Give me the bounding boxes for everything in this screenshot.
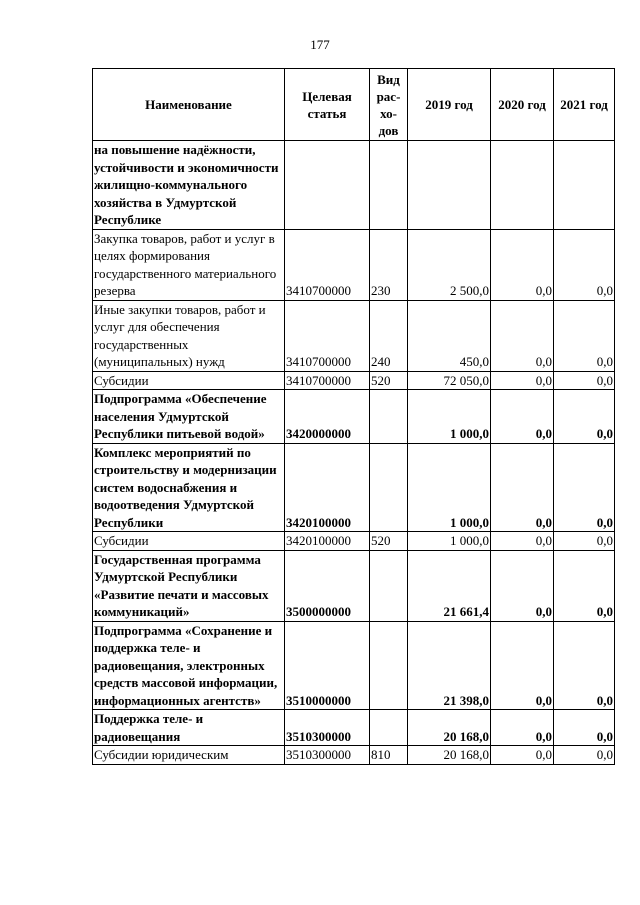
cell-2021: 0,0 (554, 371, 615, 390)
cell-2021: 0,0 (554, 443, 615, 532)
header-target-line2: статья (307, 105, 347, 121)
cell-name: Иные закупки товаров, работ и услуг для обеспечения государственных (муниципальных) нужд (93, 300, 285, 371)
cell-2021: 0,0 (554, 229, 615, 300)
cell-expense-kind: 520 (370, 371, 408, 390)
cell-2021 (554, 141, 615, 230)
cell-expense-kind (370, 621, 408, 710)
cell-target-article: 3420000000 (285, 390, 370, 444)
cell-2020: 0,0 (491, 710, 554, 746)
cell-name: Субсидии (93, 371, 285, 390)
cell-expense-kind: 230 (370, 229, 408, 300)
cell-2020: 0,0 (491, 550, 554, 621)
cell-target-article: 3420100000 (285, 532, 370, 551)
cell-expense-kind (370, 550, 408, 621)
cell-2020 (491, 141, 554, 230)
cell-2019: 21 398,0 (408, 621, 491, 710)
header-2021: 2021 год (554, 69, 615, 141)
cell-2021: 0,0 (554, 550, 615, 621)
table-body (93, 141, 615, 765)
cell-2020: 0,0 (491, 746, 554, 765)
cell-2019: 1 000,0 (408, 390, 491, 444)
cell-2019: 20 168,0 (408, 710, 491, 746)
cell-expense-kind (370, 710, 408, 746)
budget-table (92, 68, 615, 765)
table-row (93, 621, 615, 710)
cell-2021: 0,0 (554, 532, 615, 551)
table-row (93, 710, 615, 746)
page-number: 177 (310, 37, 330, 52)
cell-name: Субсидии (93, 532, 285, 551)
cell-2020: 0,0 (491, 532, 554, 551)
cell-2019: 2 500,0 (408, 229, 491, 300)
cell-2019 (408, 141, 491, 230)
header-name: Наименование (93, 69, 285, 141)
table-row (93, 229, 615, 300)
header-kind-line: дов (378, 122, 399, 138)
cell-2019: 1 000,0 (408, 443, 491, 532)
header-2019: 2019 год (408, 69, 491, 141)
cell-target-article (285, 141, 370, 230)
header-kind-line: хо- (380, 105, 397, 121)
table-row (93, 141, 615, 230)
cell-target-article: 3410700000 (285, 300, 370, 371)
cell-name: Поддержка теле- и радиовещания (93, 710, 285, 746)
header-2020: 2020 год (491, 69, 554, 141)
cell-2021: 0,0 (554, 746, 615, 765)
cell-name: Закупка товаров, работ и услуг в целях формирования государственного материального резерва (93, 229, 285, 300)
cell-2019: 450,0 (408, 300, 491, 371)
header-kind-line: Вид (377, 71, 400, 87)
cell-expense-kind: 520 (370, 532, 408, 551)
table-row (93, 300, 615, 371)
cell-2020: 0,0 (491, 390, 554, 444)
cell-expense-kind: 240 (370, 300, 408, 371)
cell-name: Подпрограмма «Обеспечение населения Удмуртской Республики питьевой водой» (93, 390, 285, 444)
table-row (93, 550, 615, 621)
header-target-article (285, 69, 370, 141)
cell-2021: 0,0 (554, 621, 615, 710)
cell-name: Комплекс мероприятий по строительству и модернизации систем водоснабжения и водоотведения Удмуртской Республики (93, 443, 285, 532)
header-target-line1: Целевая (302, 88, 352, 104)
cell-2019: 20 168,0 (408, 746, 491, 765)
cell-name: Государственная программа Удмуртской Республики «Развитие печати и массовых коммуникаций» (93, 550, 285, 621)
cell-2019: 1 000,0 (408, 532, 491, 551)
cell-2019: 72 050,0 (408, 371, 491, 390)
cell-2021: 0,0 (554, 710, 615, 746)
cell-target-article: 3410700000 (285, 371, 370, 390)
cell-name: Субсидии юридическим (93, 746, 285, 765)
cell-2021: 0,0 (554, 390, 615, 444)
header-expense-kind (370, 69, 408, 141)
cell-expense-kind (370, 390, 408, 444)
cell-expense-kind (370, 141, 408, 230)
cell-target-article: 3510300000 (285, 710, 370, 746)
cell-target-article: 3510000000 (285, 621, 370, 710)
cell-target-article: 3410700000 (285, 229, 370, 300)
table-row (93, 532, 615, 551)
cell-expense-kind: 810 (370, 746, 408, 765)
cell-name: Подпрограмма «Сохранение и поддержка теле- и радиовещания, электронных средств массовой информации, информационных агентств» (93, 621, 285, 710)
cell-2020: 0,0 (491, 300, 554, 371)
cell-2019: 21 661,4 (408, 550, 491, 621)
table-row (93, 746, 615, 765)
cell-expense-kind (370, 443, 408, 532)
table-header-row (93, 69, 615, 141)
cell-2020: 0,0 (491, 229, 554, 300)
table-row (93, 371, 615, 390)
table-row (93, 390, 615, 444)
cell-2020: 0,0 (491, 371, 554, 390)
header-kind-line: рас- (376, 88, 401, 104)
cell-target-article: 3420100000 (285, 443, 370, 532)
cell-name: на повышение надёжности, устойчивости и экономичности жилищно-коммунального хозяйства в Удмуртской Республике (93, 141, 285, 230)
table-row (93, 443, 615, 532)
cell-target-article: 3500000000 (285, 550, 370, 621)
cell-2021: 0,0 (554, 300, 615, 371)
cell-target-article: 3510300000 (285, 746, 370, 765)
cell-2020: 0,0 (491, 621, 554, 710)
cell-2020: 0,0 (491, 443, 554, 532)
